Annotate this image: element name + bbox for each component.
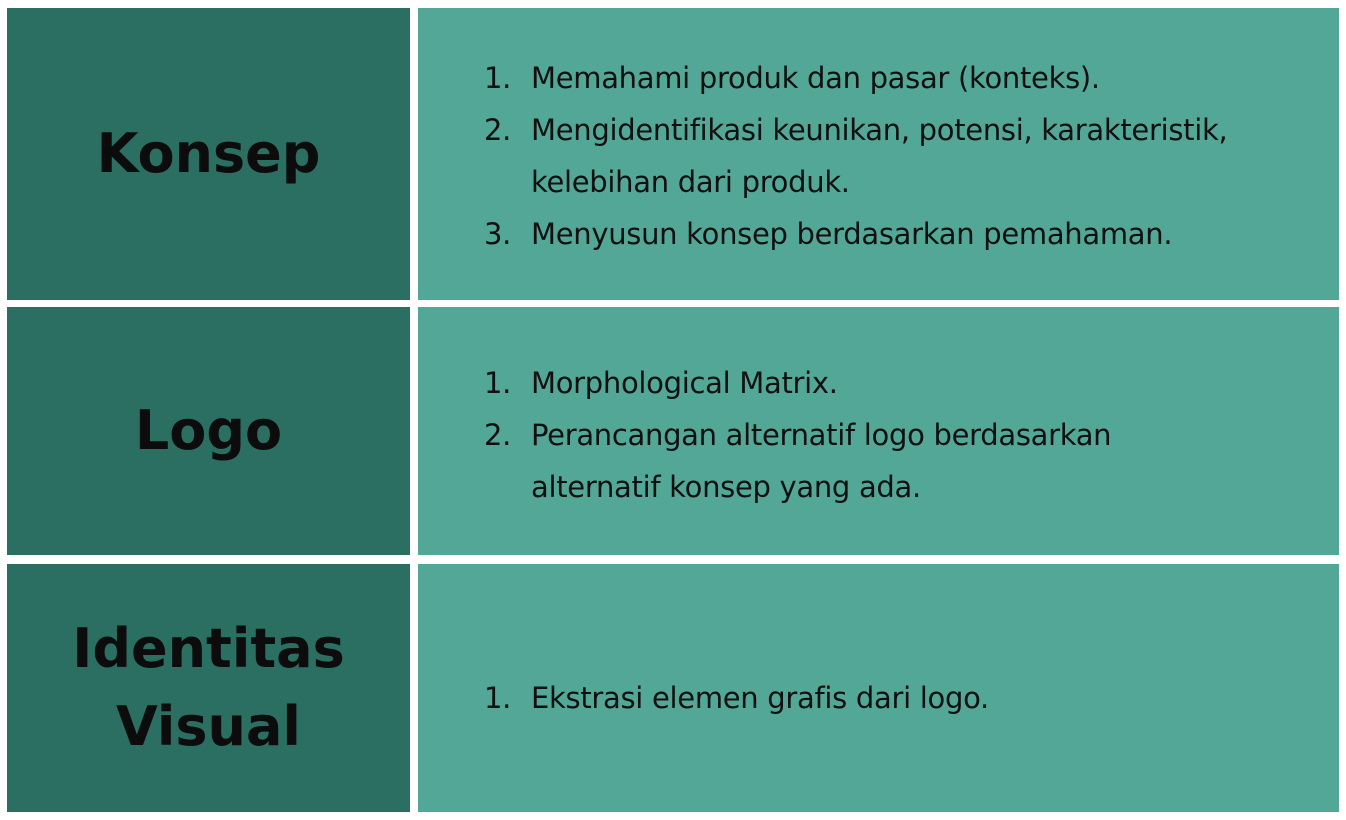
stage-heading <box>97 115 321 193</box>
list-item-number: 2. <box>484 113 512 147</box>
list-item-number: 2. <box>484 418 512 452</box>
list-item <box>484 409 1284 513</box>
stage-steps-cell <box>418 8 1339 300</box>
steps-list <box>484 52 1284 260</box>
list-item-text: Menyusun konsep berdasarkan pemahaman. <box>531 217 1173 251</box>
list-item-number: 1. <box>484 366 512 400</box>
row-identitas-visual <box>7 564 1339 812</box>
list-item-number: 3. <box>484 217 512 251</box>
steps-list <box>484 672 1284 724</box>
stage-label-cell <box>7 8 410 300</box>
list-item-text: Morphological Matrix. <box>531 366 838 400</box>
list-item-text: Mengidentifikasi keunikan, potensi, karakteristik, <box>531 113 1228 147</box>
list-item <box>484 52 1284 104</box>
stage-heading <box>72 610 345 766</box>
list-item <box>484 104 1284 208</box>
stage-label-cell <box>7 564 410 812</box>
list-item-text: Ekstrasi elemen grafis dari logo. <box>531 681 989 715</box>
steps-list <box>484 357 1284 513</box>
stage-heading-line: Identitas <box>72 617 345 680</box>
list-item-text: Perancangan alternatif logo berdasarkan <box>531 418 1112 452</box>
stage-heading-line: Visual <box>116 695 301 758</box>
stage-heading <box>135 392 282 470</box>
row-logo <box>7 307 1339 555</box>
list-item <box>484 208 1284 260</box>
list-item-text: alternatif konsep yang ada. <box>531 470 921 504</box>
stage-heading-line: Konsep <box>96 122 321 185</box>
stage-steps-cell <box>418 564 1339 812</box>
stage-label-cell <box>7 307 410 555</box>
stage-steps-cell <box>418 307 1339 555</box>
list-item <box>484 357 1284 409</box>
list-item-text: Memahami produk dan pasar (konteks). <box>531 61 1100 95</box>
stage-heading-line: Logo <box>134 399 283 462</box>
list-item-number: 1. <box>484 61 512 95</box>
row-konsep <box>7 8 1339 300</box>
list-item <box>484 672 1284 724</box>
list-item-number: 1. <box>484 681 512 715</box>
list-item-text: kelebihan dari produk. <box>531 165 850 199</box>
